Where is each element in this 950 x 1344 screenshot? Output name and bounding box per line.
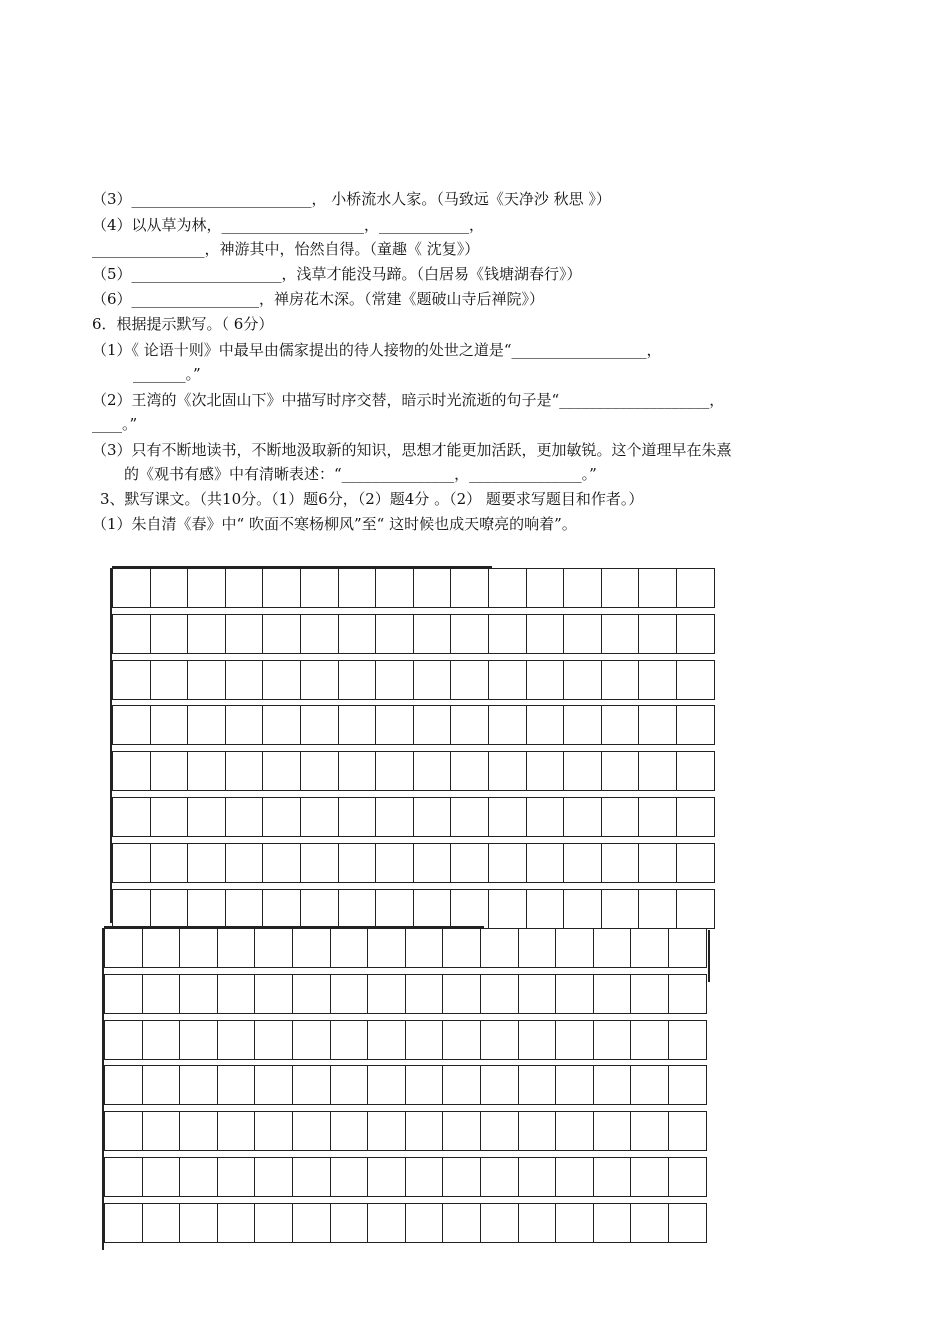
grid-cell <box>676 751 715 791</box>
grid-cell <box>601 797 640 837</box>
grid-cell <box>330 928 369 968</box>
grid-cell <box>142 1020 181 1060</box>
grid-cell <box>630 974 669 1014</box>
grid-cell <box>367 974 406 1014</box>
grid-cell <box>480 1203 519 1243</box>
grid-cell <box>225 843 264 883</box>
grid-cell <box>112 614 151 654</box>
grid-cell <box>292 928 331 968</box>
grid-cell <box>112 843 151 883</box>
grid-cell <box>367 1157 406 1197</box>
grid-cell <box>217 1065 256 1105</box>
grid-cell <box>488 889 527 929</box>
grid-cell <box>413 889 452 929</box>
grid-cell <box>405 1203 444 1243</box>
grid-cell <box>330 1203 369 1243</box>
grid-cell <box>563 751 602 791</box>
grid-cell <box>488 614 527 654</box>
grid-cell <box>405 928 444 968</box>
grid-cell <box>225 568 264 608</box>
grid-cell <box>668 974 707 1014</box>
grid-cell <box>142 974 181 1014</box>
grid-cell <box>555 1157 594 1197</box>
grid-cell <box>338 614 377 654</box>
grid-cell <box>601 751 640 791</box>
grid-cell <box>638 843 677 883</box>
grid-cell <box>179 1157 218 1197</box>
grid-cell <box>104 928 143 968</box>
grid-cell <box>526 568 565 608</box>
grid-cell <box>405 974 444 1014</box>
grid-cell <box>593 1157 632 1197</box>
grid-cell <box>405 1065 444 1105</box>
grid-cell <box>442 928 481 968</box>
grid-cell <box>367 928 406 968</box>
grid-cell <box>217 1111 256 1151</box>
grid-cell <box>179 1203 218 1243</box>
grid-cell <box>150 889 189 929</box>
grid-cell <box>442 1157 481 1197</box>
grid-cell <box>338 568 377 608</box>
grid-cell <box>217 1157 256 1197</box>
grid-cell <box>442 1065 481 1105</box>
grid-cell <box>630 1203 669 1243</box>
grid-cell <box>338 660 377 700</box>
grid-cell <box>450 614 489 654</box>
grid-cell <box>300 751 339 791</box>
text-line-2: （4）以从草为林，___________________，____________， <box>92 216 485 234</box>
grid-cell <box>112 568 151 608</box>
grid-cell <box>630 1157 669 1197</box>
grid-cell <box>480 928 519 968</box>
grid-cell <box>150 751 189 791</box>
writing-grid-block-1 <box>112 568 714 929</box>
grid-cell <box>593 1203 632 1243</box>
grid-cell <box>638 751 677 791</box>
grid-cell <box>104 974 143 1014</box>
grid-cell <box>254 1065 293 1105</box>
grid-cell <box>338 843 377 883</box>
grid-cell <box>601 889 640 929</box>
grid-cell <box>338 751 377 791</box>
grid-cell <box>217 1203 256 1243</box>
grid-cell <box>601 614 640 654</box>
grid-cell <box>450 797 489 837</box>
grid-cell <box>518 1020 557 1060</box>
grid-cell <box>488 751 527 791</box>
grid-cell <box>292 1203 331 1243</box>
grid-cell <box>367 1020 406 1060</box>
grid-cell <box>405 1111 444 1151</box>
grid-cell <box>254 974 293 1014</box>
text-line-12: 的《观书有感》中有清晰表述：“_______________，_______________。” <box>124 465 597 483</box>
grid-cell <box>555 928 594 968</box>
grid-cell <box>330 974 369 1014</box>
grid-cell <box>104 1203 143 1243</box>
grid-cell <box>526 797 565 837</box>
grid-cell <box>405 1020 444 1060</box>
grid-cell <box>142 928 181 968</box>
grid-cell <box>338 797 377 837</box>
grid-cell <box>488 843 527 883</box>
grid-cell <box>593 1065 632 1105</box>
grid-cell <box>518 1157 557 1197</box>
grid-cell <box>413 751 452 791</box>
text-line-9: （2）王湾的《次北固山下》中描写时序交替，暗示时光流逝的句子是“____________________， <box>92 391 725 409</box>
grid-cell <box>450 660 489 700</box>
grid-cell <box>450 568 489 608</box>
grid-cell <box>367 1111 406 1151</box>
grid-cell <box>262 660 301 700</box>
grid-cell <box>630 1111 669 1151</box>
grid-cell <box>104 1020 143 1060</box>
grid-cell <box>262 797 301 837</box>
text-line-14: （1）朱自清《春》中“ 吹面不寒杨柳风”至“ 这时候也成天嘹亮的响着”。 <box>92 515 577 533</box>
grid-cell <box>217 928 256 968</box>
text-line-4: （5）____________________，浅草才能没马蹄。（白居易《钱塘湖春行》） <box>92 265 582 283</box>
grid-cell <box>555 1203 594 1243</box>
grid-cell <box>413 660 452 700</box>
grid-cell <box>375 843 414 883</box>
grid-cell <box>112 751 151 791</box>
grid-cell <box>300 797 339 837</box>
grid-cell <box>593 974 632 1014</box>
grid-cell <box>676 889 715 929</box>
grid-cell <box>413 843 452 883</box>
grid-left-border-1 <box>110 568 112 923</box>
grid-cell <box>518 1203 557 1243</box>
grid-cell <box>375 568 414 608</box>
grid-cell <box>330 1111 369 1151</box>
grid-cell <box>217 1020 256 1060</box>
grid-cell <box>668 1065 707 1105</box>
text-line-7: （1）《 论语十则》中最早由儒家提出的待人接物的处世之道是“__________________， <box>92 341 662 359</box>
grid-cell <box>179 1020 218 1060</box>
grid-cell <box>563 660 602 700</box>
question-heading-3: 3、默写课文。（共10分。（1）题6分，（2）题4分 。（2） 题要求写题目和作者。） <box>100 490 644 508</box>
text-line-11: （3）只有不断地读书，不断地汲取新的知识，思想才能更加活跃，更加敏锐。这个道理早在朱熹 <box>92 441 732 459</box>
grid-cell <box>518 974 557 1014</box>
grid-cell <box>187 568 226 608</box>
grid-cell <box>601 660 640 700</box>
text-line-8: _______。” <box>133 365 201 383</box>
grid-cell <box>300 614 339 654</box>
grid-cell <box>112 660 151 700</box>
grid-cell <box>526 889 565 929</box>
grid-cell <box>676 843 715 883</box>
grid-cell <box>676 660 715 700</box>
grid-cell <box>480 1157 519 1197</box>
grid-cell <box>150 660 189 700</box>
grid-cell <box>526 751 565 791</box>
grid-right-edge-mark <box>708 930 710 982</box>
grid-cell <box>593 1020 632 1060</box>
grid-cell <box>442 974 481 1014</box>
grid-cell <box>593 928 632 968</box>
grid-cell <box>526 843 565 883</box>
text-line-3: _______________，神游其中，怡然自得。（童趣《 沈复》） <box>92 240 480 258</box>
grid-cell <box>638 614 677 654</box>
grid-cell <box>179 974 218 1014</box>
grid-cell <box>526 660 565 700</box>
grid-cell <box>150 843 189 883</box>
grid-cell <box>104 1111 143 1151</box>
grid-cell <box>668 1111 707 1151</box>
grid-cell <box>442 1203 481 1243</box>
grid-cell <box>450 751 489 791</box>
grid-cell <box>262 568 301 608</box>
grid-cell <box>367 1203 406 1243</box>
grid-cell <box>405 1157 444 1197</box>
text-line-10: ____。” <box>92 415 138 433</box>
grid-cell <box>300 843 339 883</box>
grid-cell <box>292 1111 331 1151</box>
grid-cell <box>638 660 677 700</box>
grid-cell <box>668 1157 707 1197</box>
grid-cell <box>676 614 715 654</box>
grid-cell <box>300 568 339 608</box>
grid-cell <box>413 797 452 837</box>
grid-cell <box>668 1203 707 1243</box>
grid-cell <box>254 1203 293 1243</box>
grid-cell <box>488 568 527 608</box>
grid-cell <box>225 614 264 654</box>
grid-cell <box>225 889 264 929</box>
grid-cell <box>142 1111 181 1151</box>
grid-cell <box>375 614 414 654</box>
grid-cell <box>187 660 226 700</box>
grid-cell <box>563 889 602 929</box>
grid-cell <box>488 797 527 837</box>
grid-cell <box>563 568 602 608</box>
grid-cell <box>338 705 377 745</box>
grid-cell <box>518 1065 557 1105</box>
grid-cell <box>488 660 527 700</box>
grid-cell <box>179 1111 218 1151</box>
grid-cell <box>450 889 489 929</box>
grid-cell <box>676 705 715 745</box>
grid-cell <box>375 889 414 929</box>
grid-cell <box>187 705 226 745</box>
grid-cell <box>668 928 707 968</box>
grid-cell <box>262 843 301 883</box>
grid-cell <box>254 1020 293 1060</box>
grid-cell <box>262 705 301 745</box>
grid-cell <box>292 1065 331 1105</box>
grid-cell <box>187 614 226 654</box>
grid-cell <box>150 705 189 745</box>
grid-cell <box>638 889 677 929</box>
grid-cell <box>142 1157 181 1197</box>
grid-cell <box>638 705 677 745</box>
grid-cell <box>450 705 489 745</box>
grid-cell <box>104 1065 143 1105</box>
grid-cell <box>225 797 264 837</box>
grid-cell <box>338 889 377 929</box>
grid-cell <box>563 797 602 837</box>
grid-cell <box>601 568 640 608</box>
grid-cell <box>488 705 527 745</box>
grid-cell <box>142 1203 181 1243</box>
grid-cell <box>262 751 301 791</box>
grid-cell <box>112 889 151 929</box>
grid-cell <box>375 751 414 791</box>
grid-cell <box>150 614 189 654</box>
text-line-5: （6）_________________，禅房花木深。（常建《题破山寺后禅院》） <box>92 290 545 308</box>
grid-cell <box>563 614 602 654</box>
grid-cell <box>367 1065 406 1105</box>
grid-cell <box>601 843 640 883</box>
grid-cell <box>112 797 151 837</box>
grid-cell <box>526 614 565 654</box>
grid-cell <box>593 1111 632 1151</box>
grid-cell <box>300 705 339 745</box>
grid-top-border-1 <box>112 566 492 568</box>
grid-top-border-2 <box>104 926 484 928</box>
grid-cell <box>676 797 715 837</box>
grid-cell <box>413 614 452 654</box>
question-heading-6: 6．根据提示默写。（ 6分） <box>92 315 274 333</box>
grid-cell <box>150 797 189 837</box>
grid-cell <box>217 974 256 1014</box>
grid-cell <box>526 705 565 745</box>
grid-cell <box>630 1020 669 1060</box>
writing-grid-block-2 <box>104 928 706 1243</box>
grid-cell <box>300 889 339 929</box>
grid-cell <box>442 1111 481 1151</box>
grid-cell <box>225 660 264 700</box>
grid-cell <box>187 843 226 883</box>
grid-cell <box>179 928 218 968</box>
grid-cell <box>262 614 301 654</box>
grid-cell <box>563 843 602 883</box>
grid-cell <box>187 797 226 837</box>
grid-cell <box>442 1020 481 1060</box>
grid-cell <box>676 568 715 608</box>
grid-cell <box>601 705 640 745</box>
text-line-1: （3）________________________， 小桥流水人家。（马致远《天净沙 秋思 》） <box>92 190 611 208</box>
grid-cell <box>555 1111 594 1151</box>
grid-cell <box>638 568 677 608</box>
grid-cell <box>480 1111 519 1151</box>
grid-cell <box>450 843 489 883</box>
grid-cell <box>150 568 189 608</box>
grid-cell <box>555 1065 594 1105</box>
grid-cell <box>292 1020 331 1060</box>
grid-cell <box>555 974 594 1014</box>
grid-cell <box>330 1065 369 1105</box>
grid-left-border-2 <box>102 928 104 1250</box>
grid-cell <box>413 705 452 745</box>
grid-cell <box>630 1065 669 1105</box>
grid-cell <box>292 1157 331 1197</box>
grid-cell <box>330 1157 369 1197</box>
grid-cell <box>630 928 669 968</box>
grid-cell <box>480 974 519 1014</box>
grid-cell <box>104 1157 143 1197</box>
grid-cell <box>187 751 226 791</box>
grid-cell <box>254 928 293 968</box>
grid-cell <box>292 974 331 1014</box>
grid-cell <box>112 705 151 745</box>
grid-cell <box>668 1020 707 1060</box>
grid-cell <box>254 1157 293 1197</box>
grid-cell <box>518 928 557 968</box>
grid-cell <box>480 1020 519 1060</box>
grid-cell <box>142 1065 181 1105</box>
grid-cell <box>187 889 226 929</box>
grid-cell <box>518 1111 557 1151</box>
grid-cell <box>638 797 677 837</box>
grid-cell <box>375 660 414 700</box>
grid-cell <box>225 705 264 745</box>
grid-cell <box>563 705 602 745</box>
grid-cell <box>330 1020 369 1060</box>
grid-cell <box>413 568 452 608</box>
grid-cell <box>555 1020 594 1060</box>
grid-cell <box>480 1065 519 1105</box>
grid-cell <box>225 751 264 791</box>
grid-cell <box>254 1111 293 1151</box>
grid-cell <box>375 797 414 837</box>
grid-cell <box>375 705 414 745</box>
grid-cell <box>262 889 301 929</box>
grid-cell <box>179 1065 218 1105</box>
grid-cell <box>300 660 339 700</box>
